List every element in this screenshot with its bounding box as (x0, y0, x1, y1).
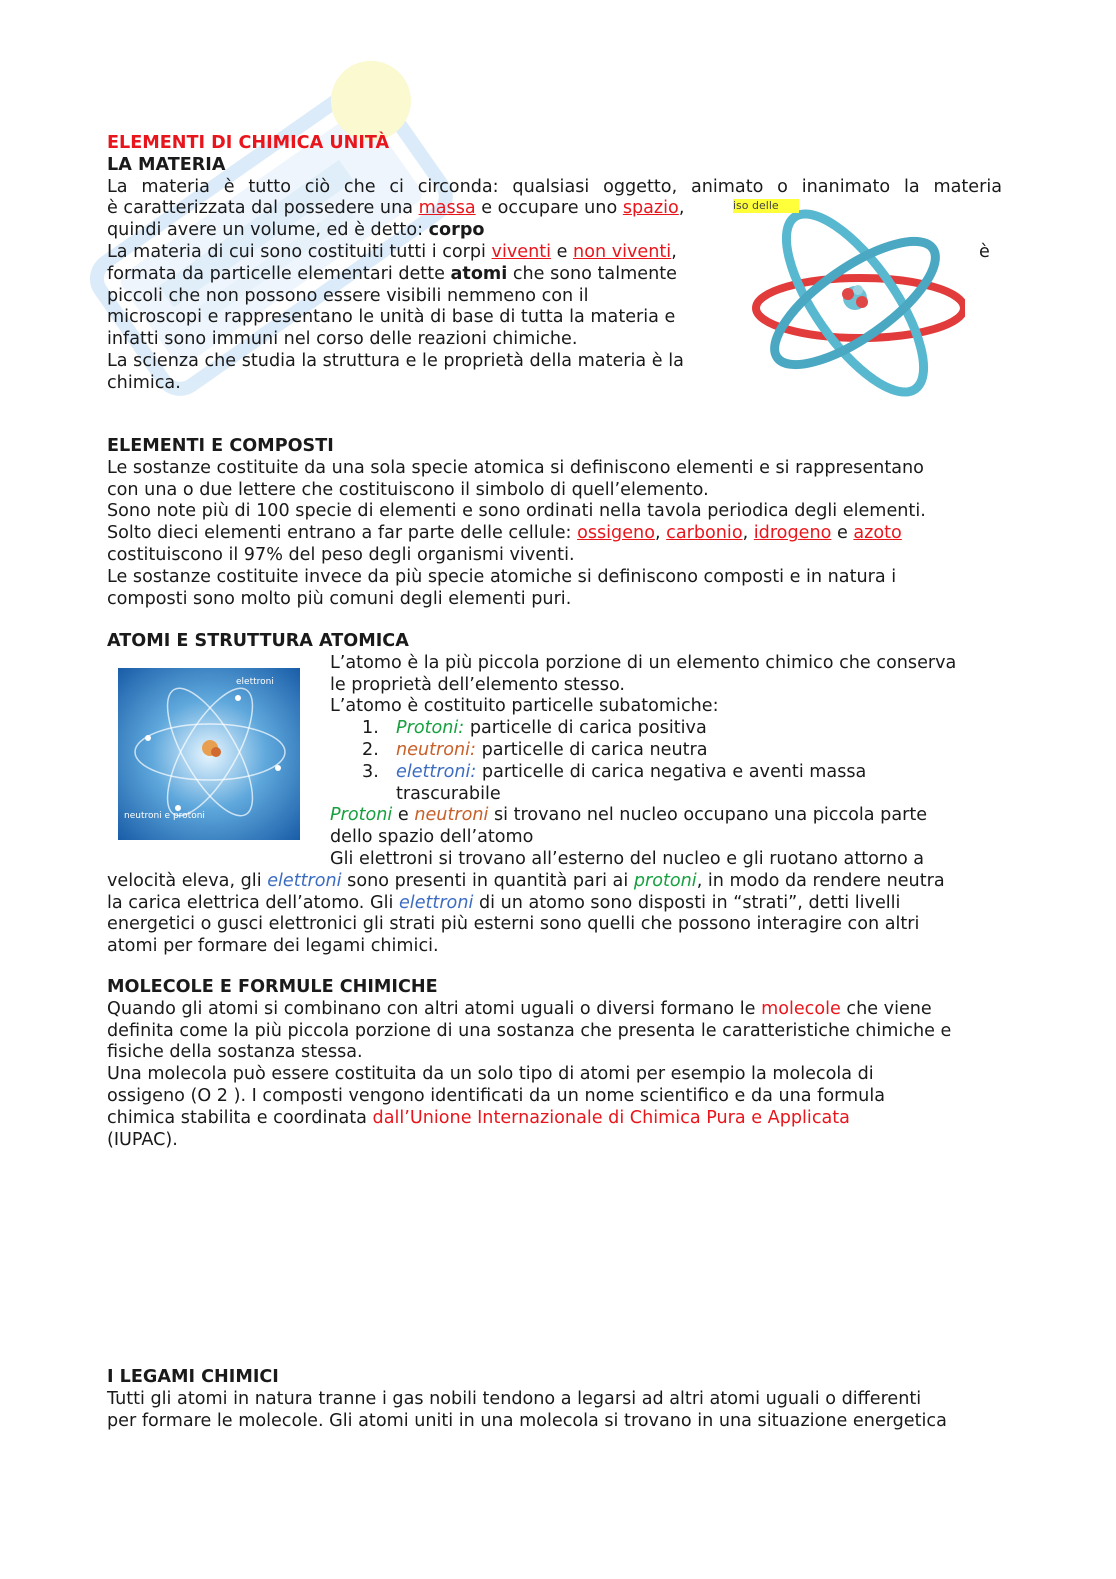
paragraph-line: L’atomo è costituito particelle subatomiche: (330, 696, 719, 717)
paragraph-line: piccoli che non possono essere visibili nemmeno con il (107, 285, 589, 306)
document-title: ELEMENTI DI CHIMICA UNITÀ (107, 133, 390, 153)
term-atomi: atomi (450, 263, 508, 284)
paragraph-line: costituiscono il 97% del peso degli organismi viventi. (107, 544, 575, 565)
paragraph-line: L’atomo è la più piccola porzione di un elemento chimico che conserva (330, 652, 957, 673)
paragraph-line: Gli elettroni si trovano all’esterno del nucleo e gli ruotano attorno a (330, 848, 925, 869)
paragraph-line: la carica elettrica dell’atomo. Gli elettroni di un atomo sono disposti in “strati”, detti livelli (107, 892, 901, 913)
paragraph-line: Una molecola può essere costituita da un solo tipo di atomi per esempio la molecola di (107, 1064, 874, 1085)
atom-text-column (330, 653, 1002, 871)
paragraph-line: per formare le molecole. Gli atomi uniti in una molecola si trovano in una situazione energetica (107, 1410, 947, 1431)
paragraph-line: chimica. (107, 372, 181, 393)
paragraph-line: dello spazio dell’atomo (330, 827, 534, 848)
list-item: 3. elettroni: particelle di carica negativa e aventi massa trascurabile (362, 761, 867, 804)
heading-elementi-composti: ELEMENTI E COMPOSTI (107, 436, 334, 456)
paragraph-line: Le sostanze costituite da una sola specie atomica si definiscono elementi e si rappresentano (107, 457, 924, 478)
paragraph-line: microscopi e rappresentano le unità di base di tutta la materia e (107, 307, 676, 328)
image-label-electrons: elettroni (236, 677, 274, 687)
section-molecole (107, 977, 1002, 1151)
paragraph-line: La scienza che studia la struttura e le proprietà della materia è la (107, 350, 684, 371)
paragraph-line: Sono note più di 100 specie di elementi e sono ordinati nella tavola periodica degli elementi. (107, 501, 926, 522)
paragraph-line: (IUPAC). (107, 1129, 178, 1150)
paragraph-line: Le sostanze costituite invece da più specie atomiche si definiscono composti e in natura i (107, 566, 897, 587)
paragraph-line: La materia è tutto ciò che ci circonda: qualsiasi oggetto, animato o inanimato la materia (107, 176, 1002, 197)
term-corpo: corpo (428, 220, 485, 241)
link-spazio[interactable]: spazio (622, 198, 679, 219)
term-molecole: molecole (761, 998, 841, 1019)
paragraph-line: quindi avere un volume, ed è detto: corpo (107, 220, 485, 241)
paragraph-line: composti sono molto più comuni degli elementi puri. (107, 588, 572, 609)
paragraph-line: è caratterizzata dal possedere una massa e occupare uno spazio, (107, 198, 685, 219)
list-item: 2. neutroni: particelle di carica neutra (362, 739, 708, 760)
heading-molecole: MOLECOLE E FORMULE CHIMICHE (107, 977, 438, 997)
heading-atomi: ATOMI E STRUTTURA ATOMICA (107, 631, 409, 651)
paragraph-line: Solto dieci elementi entrano a far parte delle cellule: ossigeno, carbonio, idrogeno e azoto (107, 523, 902, 544)
paragraph-line: atomi per formare dei legami chimici. (107, 936, 439, 957)
section-elementi-composti (107, 436, 1002, 610)
paragraph-line: La materia di cui sono costituiti tutti i corpi viventi e non viventi, è (107, 241, 990, 262)
link-azoto[interactable]: azoto (853, 523, 902, 544)
paragraph-line: ossigeno (O 2 ). I composti vengono identificati da un nome scientifico e da una formula (107, 1085, 885, 1106)
paragraph-line: energetici o gusci elettronici gli strati più esterni sono quelli che possono interagire con altri (107, 914, 920, 935)
link-non-viventi[interactable]: non viventi (573, 241, 672, 262)
paragraph-line: infatti sono immuni nel corso delle reazioni chimiche. (107, 329, 578, 350)
section-la-materia (107, 133, 1002, 395)
link-ossigeno[interactable]: ossigeno (577, 523, 655, 544)
term-iupac: dall’Unione Internazionale di Chimica Pura e Applicata (372, 1107, 850, 1128)
link-massa[interactable]: massa (418, 198, 476, 219)
highlighted-snippet: iso delle (733, 199, 799, 213)
paragraph-line: con una o due lettere che costituiscono il simbolo di quell’elemento. (107, 479, 709, 500)
paragraph-line: Quando gli atomi si combinano con altri atomi uguali o diversi formano le molecole che viene (107, 998, 932, 1019)
heading-legami: I LEGAMI CHIMICI (107, 1367, 279, 1387)
link-idrogeno[interactable]: idrogeno (753, 523, 832, 544)
link-viventi[interactable]: viventi (491, 241, 552, 262)
section-legami (107, 1367, 1002, 1432)
list-item: 1. Protoni: particelle di carica positiva (362, 718, 707, 739)
paragraph-line: Tutti gli atomi in natura tranne i gas nobili tendono a legarsi ad altri atomi uguali o differenti (107, 1388, 922, 1409)
paragraph-line: definita come la più piccola porzione di una sostanza che presenta le caratteristiche chimiche e (107, 1020, 952, 1041)
paragraph-line: formata da particelle elementari dette atomi che sono talmente (107, 263, 677, 284)
link-carbonio[interactable]: carbonio (666, 523, 743, 544)
paragraph-line: velocità eleva, gli elettroni sono presenti in quantità pari ai protoni, in modo da rendere neutra (107, 870, 945, 891)
image-label-nucleus: neutroni e protoni (124, 811, 205, 821)
heading-la-materia: LA MATERIA (107, 154, 226, 175)
section-atomi (107, 631, 1002, 958)
paragraph-line: fisiche della sostanza stessa. (107, 1042, 363, 1063)
paragraph-line: le proprietà dell’elemento stesso. (330, 674, 626, 695)
particle-list (330, 718, 1002, 805)
paragraph-line: Protoni e neutroni si trovano nel nucleo occupano una piccola parte (330, 805, 928, 826)
paragraph-line: chimica stabilita e coordinata dall’Unione Internazionale di Chimica Pura e Applicata (107, 1107, 850, 1128)
